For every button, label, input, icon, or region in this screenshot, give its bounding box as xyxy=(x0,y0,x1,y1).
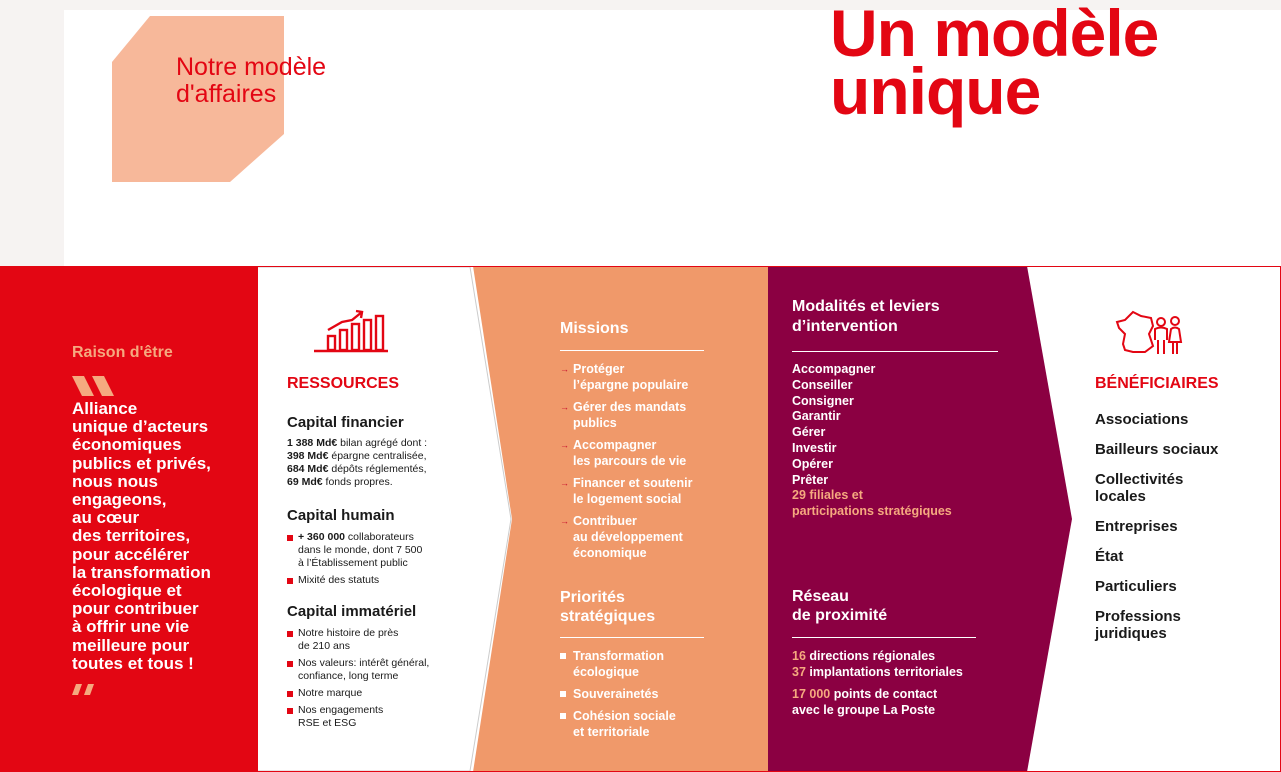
beneficiaires-list xyxy=(1095,411,1218,655)
raison-line: au cœur xyxy=(72,508,140,528)
list-item: + 360 000 collaborateurs dans le monde, dont 7 500 à l’Établissement public xyxy=(287,531,422,570)
list-item: Notre marque xyxy=(287,687,429,700)
modalites-title: Modalités et leviers d’intervention xyxy=(792,298,940,335)
list-item: Conseiller xyxy=(792,377,853,392)
list-item: Investir xyxy=(792,440,837,455)
list-item: Particuliers xyxy=(1095,578,1177,595)
ressources-panel xyxy=(258,266,513,772)
divider xyxy=(792,637,976,638)
capital-humain-list xyxy=(287,531,422,591)
list-item: Collectivités locales xyxy=(1095,471,1184,505)
list-item: Cohésion sociale et territoriale xyxy=(560,708,676,740)
list-item: Nos valeurs: intérêt général, confiance, long terme xyxy=(287,657,429,683)
capital-financier-title: Capital financier xyxy=(287,414,404,431)
raison-line: publics et privés, xyxy=(72,453,211,473)
raison-line: la transformation xyxy=(72,562,211,582)
kicker-line: d'affaires xyxy=(176,80,277,108)
raison-line: des territoires, xyxy=(72,526,191,546)
reseau-title: Réseau de proximité xyxy=(792,588,888,624)
quote-close-icon xyxy=(72,684,100,695)
kicker-line: Notre modèle xyxy=(176,53,327,81)
fin-line: 69 Md€ fonds propres. xyxy=(287,476,393,488)
list-item: → Protéger l’épargne populaire xyxy=(560,361,692,393)
beneficiaires-panel xyxy=(1027,266,1281,772)
filiales-line: 29 filiales et xyxy=(792,488,863,503)
capital-immateriel-title: Capital immatériel xyxy=(287,603,417,620)
list-item: Associations xyxy=(1095,411,1189,428)
modalites-list xyxy=(792,362,952,520)
fin-line: 1 388 Md€ bilan agrégé dont : xyxy=(287,437,428,449)
list-item: → Gérer des mandats publics xyxy=(560,399,692,431)
quote-open-icon xyxy=(72,376,116,396)
divider xyxy=(792,351,998,352)
list-item: → Accompagner les parcours de vie xyxy=(560,437,692,469)
raison-line: nous nous xyxy=(72,471,158,491)
raison-line: engageons, xyxy=(72,490,167,510)
list-item: Gérer xyxy=(792,425,826,440)
raison-text xyxy=(72,400,252,673)
beneficiaires-title: BÉNÉFICIAIRES xyxy=(1095,375,1219,392)
list-item: Notre histoire de près de 210 ans xyxy=(287,627,429,653)
list-item: Nos engagements RSE et ESG xyxy=(287,704,429,730)
list-item: Garantir xyxy=(792,409,841,424)
missions-list xyxy=(560,361,692,567)
raison-line: économiques xyxy=(72,435,182,455)
priorites-list xyxy=(560,648,676,746)
list-item: Transformation écologique xyxy=(560,648,676,680)
raison-line: pour accélérer xyxy=(72,544,190,564)
fin-line: 684 Md€ dépôts réglementés, xyxy=(287,463,427,475)
business-model-band xyxy=(0,266,1281,772)
capital-immateriel-list xyxy=(287,627,429,734)
missions-panel xyxy=(513,266,769,772)
raison-label: Raison d'être xyxy=(72,344,173,361)
list-item: État xyxy=(1095,548,1124,565)
capital-humain-title: Capital humain xyxy=(287,507,395,524)
france-people-icon xyxy=(1115,310,1183,358)
title-line: Un modèle xyxy=(830,0,1159,70)
raison-panel xyxy=(0,266,258,772)
title-line: unique xyxy=(830,54,1041,128)
filiales-line: participations stratégiques xyxy=(792,504,952,519)
divider xyxy=(560,637,704,638)
network-stat: 16 directions régionales 37 implantations territoriales xyxy=(792,649,963,679)
list-item: Opérer xyxy=(792,456,833,471)
list-item: Bailleurs sociaux xyxy=(1095,441,1219,458)
list-item: Mixité des statuts xyxy=(287,574,422,587)
modalites-panel xyxy=(769,266,1027,772)
list-item: Souverainetés xyxy=(560,686,676,702)
priorites-title: Priorités stratégiques xyxy=(560,589,656,625)
missions-title: Missions xyxy=(560,320,629,337)
raison-line: Alliance xyxy=(72,399,138,418)
list-item: → Financer et soutenir le logement social xyxy=(560,475,692,507)
page-title xyxy=(830,0,1159,128)
capital-financier-lines xyxy=(287,437,427,489)
raison-line: unique d’acteurs xyxy=(72,417,209,437)
list-item: → Contribuer au développement économique xyxy=(560,513,692,561)
network-stat: 17 000 points de contact avec le groupe La Poste xyxy=(792,687,938,717)
list-item: Professions juridiques xyxy=(1095,608,1181,642)
raison-line: écologique et xyxy=(72,581,182,601)
raison-line: toutes et tous ! xyxy=(72,653,194,673)
list-item: Entreprises xyxy=(1095,518,1178,535)
list-item: Prêter xyxy=(792,472,829,487)
section-kicker xyxy=(176,54,326,108)
list-item: Accompagner xyxy=(792,362,876,376)
ressources-title: RESSOURCES xyxy=(287,375,400,392)
raison-line: pour contribuer xyxy=(72,599,199,619)
list-item: Consigner xyxy=(792,393,854,408)
divider xyxy=(560,350,704,351)
fin-line: 398 Md€ épargne centralisée, xyxy=(287,450,427,462)
growth-chart-icon xyxy=(314,308,388,354)
raison-line: meilleure pour xyxy=(72,635,190,655)
raison-line: à offrir une vie xyxy=(72,617,190,637)
